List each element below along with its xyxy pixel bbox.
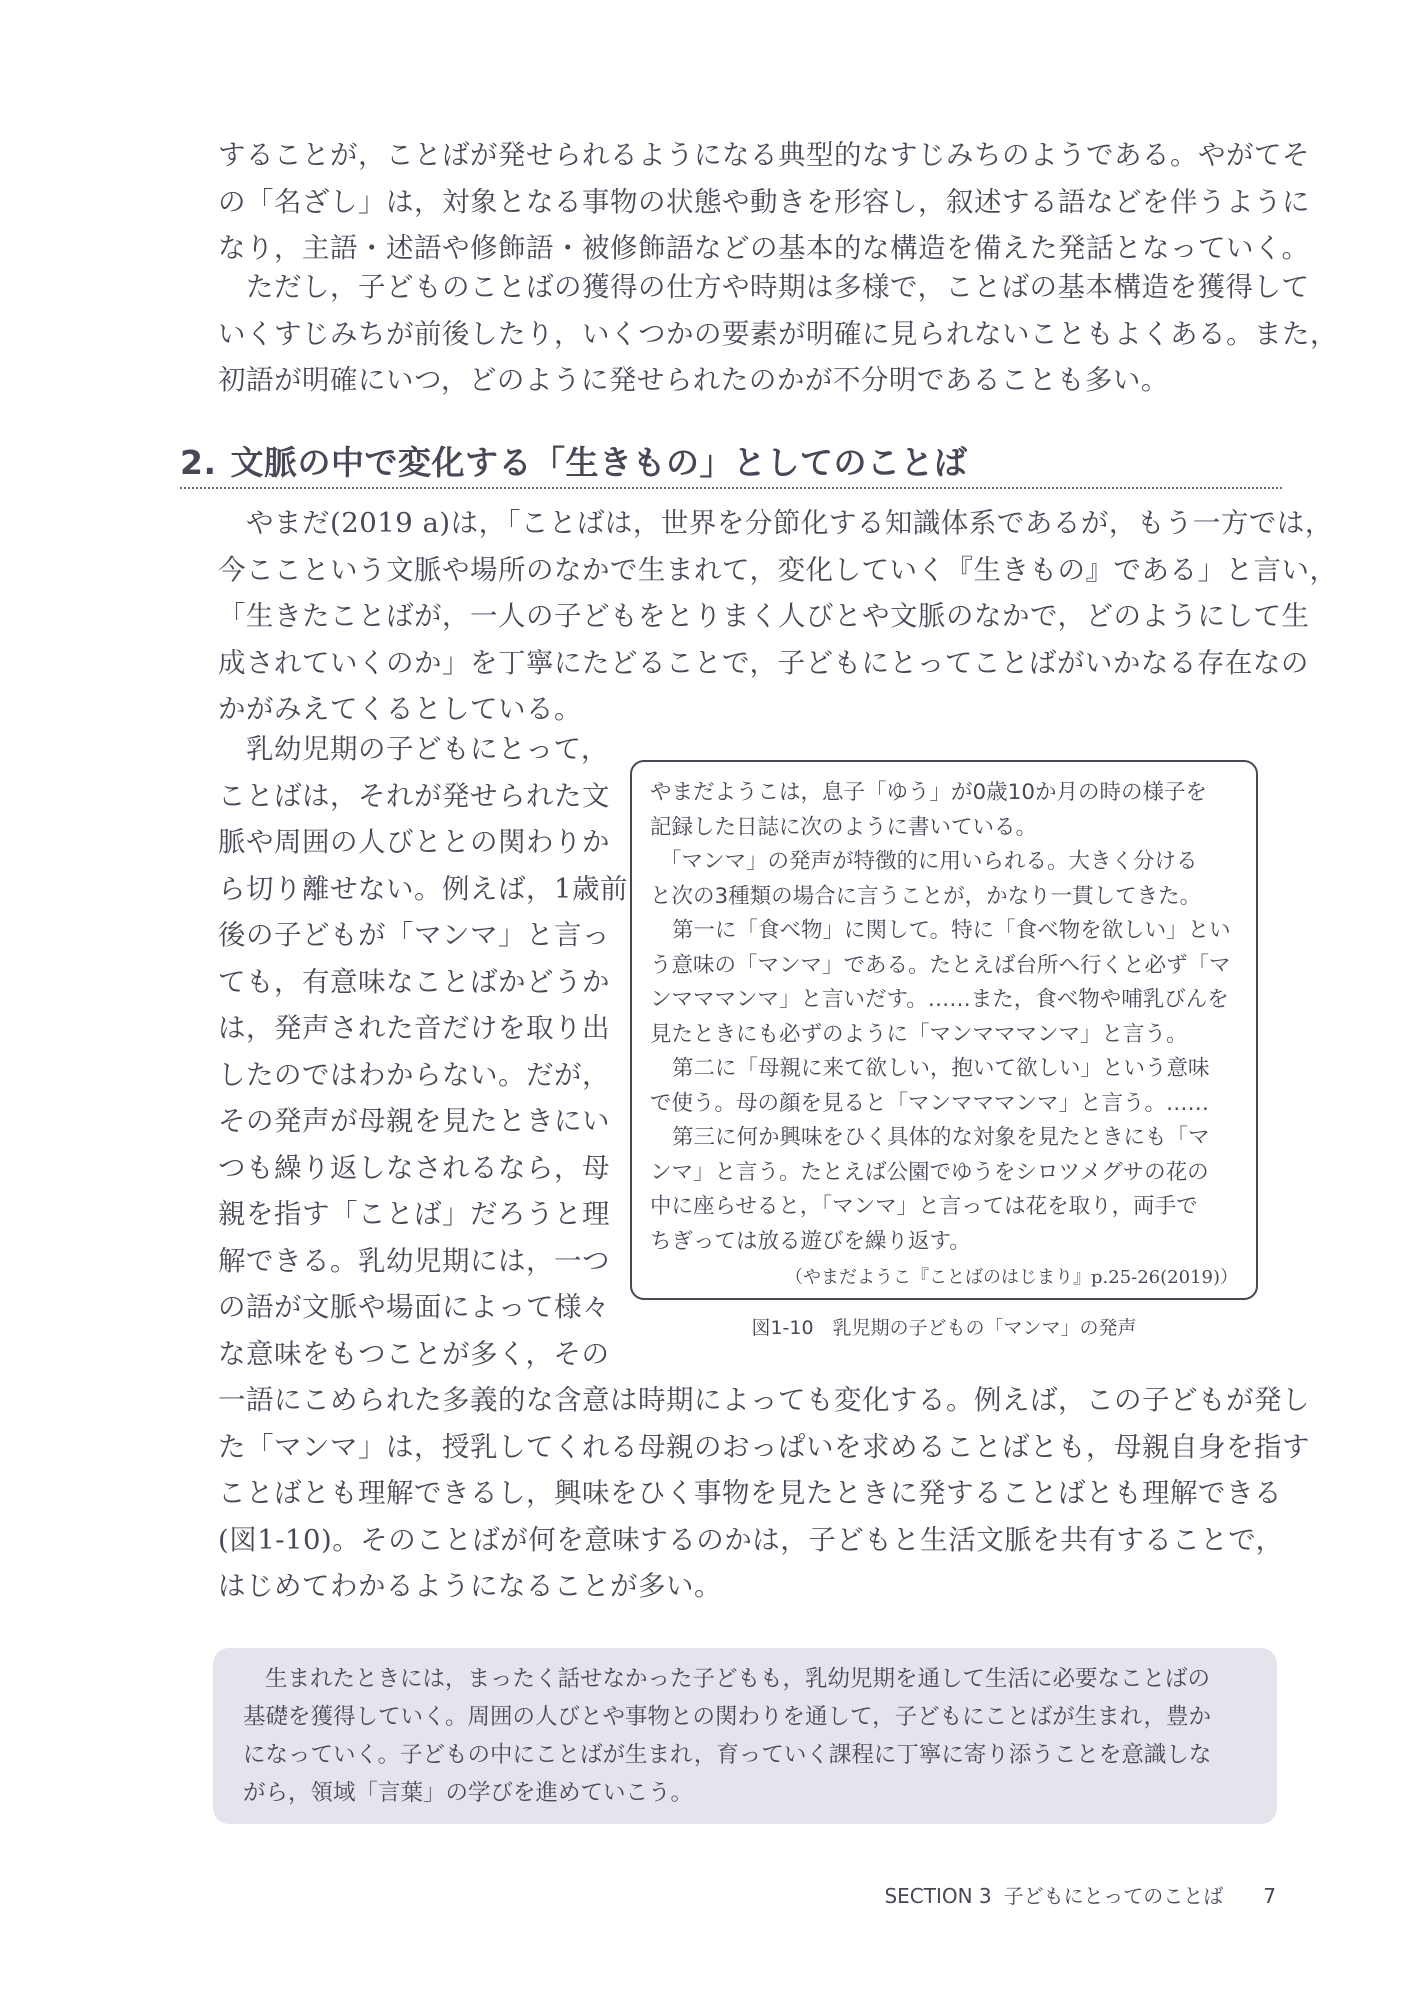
text-line: ただし，子どものことばの獲得の仕方や時期は多様で，ことばの基本構造を獲得して bbox=[246, 271, 1310, 303]
text-line: その発声が母親を見たときにい bbox=[218, 1105, 610, 1137]
figure-line: 第二に「母親に来て欲しい，抱いて欲しい」という意味 bbox=[672, 1056, 1210, 1081]
figure-source: （やまだようこ『ことばのはじまり』p.25-26(2019)） bbox=[785, 1267, 1238, 1288]
figure-caption: 図1-10 乳児期の子どもの「マンマ」の発声 bbox=[751, 1317, 1137, 1339]
text-line: 初語が明確にいつ，どのように発せられたのかが不分明であることも多い。 bbox=[218, 364, 1169, 396]
text-line: 一語にこめられた多義的な含意は時期によっても変化する。例えば，この子どもが発し bbox=[218, 1384, 1310, 1416]
text-line: ても，有意味なことばかどうか bbox=[218, 965, 610, 998]
text-line: やまだ(2019 a)は，「ことばは，世界を分節化する知識体系であるが，もう一方では， bbox=[246, 507, 1333, 539]
text-line: かがみえてくるとしている。 bbox=[218, 693, 582, 725]
text-line: 親を指す「ことば」だろうと理 bbox=[218, 1198, 610, 1230]
text-line: (図1-10)。そのことばが何を意味するのかは，子どもと生活文脈を共有することで， bbox=[218, 1523, 1284, 1556]
text-line: いくすじみちが前後したり，いくつかの要素が明確に見られないこともよくある。また， bbox=[218, 317, 1338, 350]
figure-line: と次の3種類の場合に言うことが，かなり一貫してきた。 bbox=[650, 883, 1202, 909]
text-line: はじめてわかるようになることが多い。 bbox=[218, 1570, 722, 1602]
text-line: 成されていくのか」を丁寧にたどることで，子どもにとってことばがいかなる存在なの bbox=[218, 646, 1309, 679]
figure-line: ンマ」と言う。たとえば公園でゆうをシロツメグサの花の bbox=[650, 1159, 1209, 1185]
figure-line: 「マンマ」の発声が特徴的に用いられる。大きく分ける bbox=[660, 849, 1198, 874]
text-line: したのではわからない。だが， bbox=[218, 1058, 610, 1091]
text-line: の語が文脈や場面によって様々 bbox=[218, 1291, 610, 1323]
figure-line: 記録した日誌に次のように書いている。 bbox=[650, 814, 1038, 840]
figure-line: やまだようこは，息子「ゆう」が0歳10か月の時の様子を bbox=[650, 780, 1208, 805]
section2-paragraph-2-continued bbox=[218, 1377, 1310, 1610]
page-number: 7 bbox=[1263, 1884, 1276, 1908]
section-number: 2. bbox=[180, 443, 217, 482]
text-line: つも繰り返しなされるなら，母 bbox=[218, 1151, 610, 1184]
text-line: 今ここという文脈や場所のなかで生まれて，変化していく『生きもの』である」と言い， bbox=[218, 553, 1338, 586]
summary-line: がら，領域「言葉」の学びを進めていこう。 bbox=[243, 1780, 694, 1806]
figure-line: う意味の「マンマ」である。たとえば台所へ行くと必ず「マ bbox=[650, 952, 1231, 978]
text-line: は，発声された音だけを取り出 bbox=[218, 1012, 610, 1044]
figure-box bbox=[630, 760, 1258, 1300]
section2-paragraph-2-column bbox=[218, 726, 628, 1377]
text-line: の「名ざし」は，対象となる事物の状態や動きを形容し，叙述する語などを伴うように bbox=[218, 185, 1310, 218]
footer-title: 子どもにとってのことば bbox=[1003, 1884, 1224, 1908]
figure-line: 中に座らせると，「マンマ」と言っては花を取り，両手で bbox=[650, 1194, 1198, 1219]
text-line: 解できる。乳幼児期には，一つ bbox=[218, 1244, 610, 1277]
text-line: ことばは，それが発せられた文 bbox=[218, 779, 610, 812]
text-line: することが，ことばが発せられるようになる典型的なすじみちのようである。やがてそ bbox=[218, 139, 1310, 171]
figure-line: ンマママンマ」と言いだす。……また，食べ物や哺乳びんを bbox=[650, 987, 1229, 1012]
text-line: なり，主語・述語や修飾語・被修飾語などの基本的な構造を備えた発話となっていく。 bbox=[218, 232, 1310, 264]
summary-line: 基礎を獲得していく。周囲の人びとや事物との関わりを通して，子どもにことばが生まれ，豊か bbox=[243, 1704, 1211, 1730]
summary-line: になっていく。子どもの中にことばが生まれ，育っていく課程に丁寧に寄り添うことを意識しな bbox=[243, 1742, 1212, 1768]
figure-line: 見たときにも必ずのように「マンマママンマ」と言う。 bbox=[650, 1021, 1188, 1047]
intro-paragraph-1 bbox=[218, 132, 1310, 272]
summary-box bbox=[213, 1648, 1277, 1824]
intro-paragraph-2 bbox=[218, 264, 1338, 404]
text-line: 乳幼児期の子どもにとって， bbox=[246, 733, 609, 765]
text-line: 「生きたことばが，一人の子どもをとりまく人びとや文脈のなかで，どのようにして生 bbox=[218, 600, 1310, 632]
text-line: な意味をもつことが多く，その bbox=[218, 1337, 610, 1370]
figure-line: で使う。母の顔を見ると「マンマママンマ」と言う。…… bbox=[650, 1090, 1210, 1116]
text-line: 後の子どもが「マンマ」と言っ bbox=[218, 919, 610, 951]
figure-line: 第三に何か興味をひく具体的な対象を見たときにも「マ bbox=[672, 1125, 1210, 1150]
text-line: ら切り離せない。例えば，1歳前 bbox=[218, 872, 628, 905]
page-footer bbox=[836, 1880, 1276, 1909]
text-line: た「マンマ」は，授乳してくれる母親のおっぱいを求めることばとも，母親自身を指す bbox=[218, 1430, 1310, 1463]
text-line: 脈や周囲の人びととの関わりか bbox=[218, 826, 610, 858]
text-line: ことばとも理解できるし，興味をひく事物を見たときに発することばとも理解できる bbox=[218, 1477, 1282, 1509]
section-heading bbox=[180, 437, 1282, 489]
footer-section: SECTION 3 bbox=[884, 1884, 992, 1908]
section-title: 文脈の中で変化する「生きもの」としてのことば bbox=[230, 443, 968, 482]
summary-line: 生まれたときには，まったく話せなかった子どもも，乳幼児期を通して生活に必要なことばの bbox=[265, 1666, 1211, 1692]
section2-paragraph-1 bbox=[218, 500, 1338, 733]
figure-line: 第一に「食べ物」に関して。特に「食べ物を欲しい」とい bbox=[672, 918, 1231, 943]
figure-line: ちぎっては放る遊びを繰り返す。 bbox=[650, 1228, 971, 1254]
